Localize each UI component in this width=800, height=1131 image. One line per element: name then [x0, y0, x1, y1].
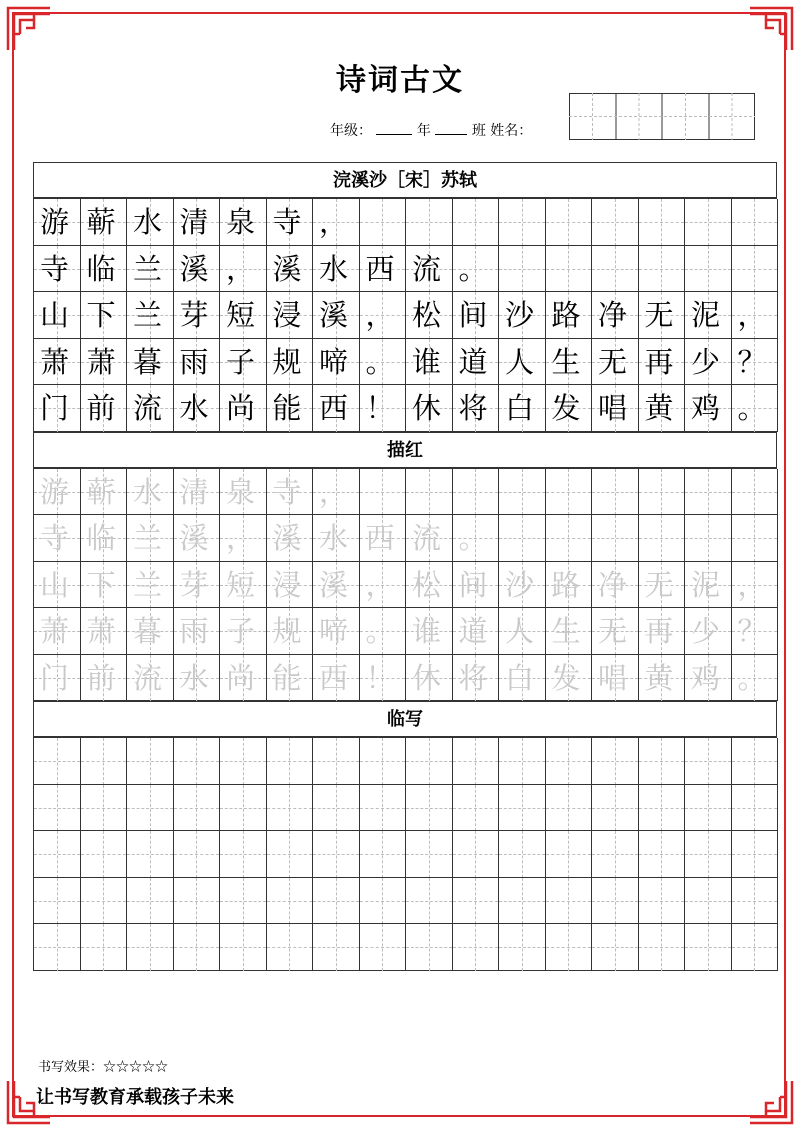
grid-row	[34, 198, 777, 245]
tian-zi-cell[interactable]	[360, 878, 407, 925]
tian-zi-cell[interactable]	[34, 924, 81, 971]
tian-zi-cell[interactable]	[313, 924, 360, 971]
tian-zi-cell[interactable]	[360, 831, 407, 878]
tian-zi-cell[interactable]	[220, 924, 267, 971]
grid-row	[34, 607, 785, 654]
poem-line: 萧萧暮雨子规啼。谁道人生无再少？	[40, 344, 785, 379]
tian-zi-cell[interactable]	[639, 831, 686, 878]
grid-row	[34, 514, 777, 561]
grid-row	[34, 384, 785, 431]
trace-grid	[33, 468, 785, 702]
tian-zi-cell	[453, 199, 500, 246]
tian-zi-cell[interactable]	[499, 831, 546, 878]
tian-zi-cell[interactable]	[639, 785, 686, 832]
tian-zi-cell[interactable]	[174, 785, 221, 832]
tian-zi-cell	[592, 515, 639, 562]
poem-line: 萧萧暮雨子规啼。谁道人生无再少？	[40, 614, 785, 648]
tian-zi-cell[interactable]	[685, 785, 732, 832]
tian-zi-cell[interactable]	[546, 738, 593, 785]
tian-zi-cell	[685, 246, 732, 293]
tian-zi-cell[interactable]	[174, 924, 221, 971]
poem-title: 浣溪沙［宋］苏轼	[33, 162, 777, 198]
name-label: 姓名：	[490, 123, 533, 139]
copy-grid[interactable]	[33, 737, 777, 971]
tian-zi-cell	[639, 199, 686, 246]
grid-row	[34, 654, 785, 701]
poem-line: 寺临兰溪，溪水西流。	[40, 521, 506, 555]
tian-zi-cell[interactable]	[732, 831, 779, 878]
tian-zi-cell	[499, 246, 546, 293]
tian-zi-cell	[499, 469, 546, 516]
tian-zi-cell[interactable]	[220, 785, 267, 832]
tian-zi-cell[interactable]	[499, 924, 546, 971]
tian-zi-cell	[639, 246, 686, 293]
tian-zi-cell[interactable]	[499, 878, 546, 925]
tian-zi-cell[interactable]	[360, 924, 407, 971]
tian-zi-cell[interactable]	[174, 878, 221, 925]
tian-zi-cell[interactable]	[592, 738, 639, 785]
poem-grid	[33, 198, 785, 432]
trace-section-title: 描红	[33, 432, 777, 468]
tian-zi-cell[interactable]	[127, 738, 174, 785]
tian-zi-cell[interactable]	[127, 878, 174, 925]
tian-zi-cell[interactable]	[685, 831, 732, 878]
tian-zi-cell	[732, 199, 779, 246]
tian-zi-cell[interactable]	[81, 831, 128, 878]
tian-zi-cell[interactable]	[639, 924, 686, 971]
tian-zi-cell[interactable]	[360, 785, 407, 832]
tian-zi-cell[interactable]	[453, 785, 500, 832]
class-char: 班	[471, 123, 486, 139]
tian-zi-cell	[453, 469, 500, 516]
tian-zi-cell[interactable]	[267, 831, 314, 878]
corner-ornament-icon	[6, 6, 50, 50]
tian-zi-cell[interactable]	[592, 924, 639, 971]
tian-zi-cell[interactable]	[267, 878, 314, 925]
grid-row	[34, 338, 785, 385]
tian-zi-cell[interactable]	[732, 738, 779, 785]
tian-zi-cell	[546, 246, 593, 293]
tian-zi-cell[interactable]	[546, 785, 593, 832]
year-char: 年	[416, 123, 431, 139]
tian-zi-cell	[406, 199, 453, 246]
tian-zi-cell[interactable]	[267, 738, 314, 785]
tian-zi-cell	[685, 469, 732, 516]
tian-zi-cell[interactable]	[685, 738, 732, 785]
tian-zi-cell[interactable]	[453, 831, 500, 878]
tian-zi-cell[interactable]	[406, 831, 453, 878]
page-title: 诗词古文	[336, 63, 464, 98]
class-blank[interactable]	[435, 122, 467, 135]
tian-zi-cell	[732, 515, 779, 562]
tian-zi-cell	[685, 515, 732, 562]
tian-zi-cell	[546, 469, 593, 516]
name-writing-box[interactable]	[569, 93, 755, 140]
student-info-line	[330, 120, 532, 140]
tian-zi-cell[interactable]	[81, 924, 128, 971]
tian-zi-cell[interactable]	[732, 924, 779, 971]
rating-stars[interactable]: ☆☆☆☆☆	[103, 1060, 169, 1075]
grid-row	[34, 561, 785, 608]
tian-zi-cell[interactable]	[499, 738, 546, 785]
tian-zi-cell	[499, 199, 546, 246]
tian-zi-cell[interactable]	[267, 924, 314, 971]
grid-row	[34, 468, 777, 515]
tian-zi-cell[interactable]	[406, 924, 453, 971]
tian-zi-cell	[639, 469, 686, 516]
poem-line: 游蕲水清泉寺，	[40, 474, 366, 509]
tian-zi-cell[interactable]	[313, 878, 360, 925]
tian-zi-cell[interactable]	[639, 738, 686, 785]
tian-zi-cell[interactable]	[592, 831, 639, 878]
tian-zi-cell[interactable]	[81, 878, 128, 925]
tian-zi-cell[interactable]	[546, 831, 593, 878]
tian-zi-cell[interactable]	[453, 738, 500, 785]
tian-zi-cell	[546, 199, 593, 246]
tian-zi-cell[interactable]	[220, 878, 267, 925]
tian-zi-cell[interactable]	[685, 878, 732, 925]
grid-row	[34, 877, 777, 924]
tian-zi-cell	[406, 469, 453, 516]
tian-zi-cell[interactable]	[267, 785, 314, 832]
tian-zi-cell	[546, 515, 593, 562]
tian-zi-cell[interactable]	[406, 738, 453, 785]
tian-zi-cell[interactable]	[220, 738, 267, 785]
tian-zi-cell[interactable]	[546, 878, 593, 925]
grid-row	[34, 830, 777, 877]
grade-label: 年级：	[330, 123, 372, 139]
poem-line: 寺临兰溪，溪水西流。	[40, 251, 506, 286]
tian-zi-cell[interactable]	[732, 785, 779, 832]
tian-zi-cell	[685, 199, 732, 246]
tian-zi-cell[interactable]	[127, 831, 174, 878]
tian-zi-cell[interactable]	[34, 878, 81, 925]
tian-zi-cell[interactable]	[313, 738, 360, 785]
tian-zi-cell[interactable]	[546, 924, 593, 971]
poem-line: 山下兰芽短浸溪，松间沙路净无泥，	[40, 298, 785, 332]
tian-zi-cell[interactable]	[313, 831, 360, 878]
footer-slogan: 让书写教育承载孩子未来	[36, 1087, 234, 1108]
tian-zi-cell[interactable]	[220, 831, 267, 878]
tian-zi-cell	[499, 515, 546, 562]
tian-zi-cell	[360, 199, 407, 246]
corner-ornament-icon	[750, 1081, 794, 1125]
tian-zi-cell[interactable]	[453, 924, 500, 971]
tian-zi-cell[interactable]	[174, 831, 221, 878]
poem-line: 山下兰芽短浸溪，松间沙路净无泥，	[40, 567, 785, 602]
tian-zi-cell[interactable]	[34, 831, 81, 878]
grid-row	[34, 737, 777, 784]
tian-zi-cell[interactable]	[34, 785, 81, 832]
tian-zi-cell	[732, 246, 779, 293]
tian-zi-cell[interactable]	[127, 785, 174, 832]
tian-zi-cell[interactable]	[406, 878, 453, 925]
tian-zi-cell[interactable]	[34, 738, 81, 785]
grid-row	[34, 784, 777, 831]
worksheet	[33, 162, 785, 971]
tian-zi-cell[interactable]	[81, 738, 128, 785]
tian-zi-cell	[592, 246, 639, 293]
writing-effect	[38, 1056, 168, 1075]
tian-zi-cell	[592, 199, 639, 246]
tian-zi-cell	[639, 515, 686, 562]
corner-ornament-icon	[750, 6, 794, 50]
tian-zi-cell	[360, 469, 407, 516]
poem-line: 门前流水尚能西！休将白发唱黄鸡。	[40, 391, 785, 425]
tian-zi-cell[interactable]	[81, 785, 128, 832]
tian-zi-cell[interactable]	[639, 878, 686, 925]
tian-zi-cell[interactable]	[685, 924, 732, 971]
grid-row	[34, 291, 785, 338]
tian-zi-cell[interactable]	[592, 878, 639, 925]
tian-zi-cell	[592, 469, 639, 516]
tian-zi-cell[interactable]	[174, 738, 221, 785]
tian-zi-cell[interactable]	[360, 738, 407, 785]
grid-row	[34, 923, 777, 970]
poem-line: 游蕲水清泉寺，	[40, 205, 366, 239]
tian-zi-cell	[732, 469, 779, 516]
grid-row	[34, 245, 777, 292]
tian-zi-cell[interactable]	[732, 878, 779, 925]
tian-zi-cell[interactable]	[313, 785, 360, 832]
tian-zi-cell[interactable]	[453, 878, 500, 925]
tian-zi-cell[interactable]	[127, 924, 174, 971]
effect-label: 书写效果：	[38, 1060, 104, 1075]
tian-zi-cell[interactable]	[592, 785, 639, 832]
tian-zi-cell[interactable]	[406, 785, 453, 832]
grade-blank[interactable]	[376, 122, 412, 135]
copy-section-title: 临写	[33, 701, 777, 737]
tian-zi-cell[interactable]	[499, 785, 546, 832]
poem-line: 门前流水尚能西！休将白发唱黄鸡。	[40, 660, 785, 695]
